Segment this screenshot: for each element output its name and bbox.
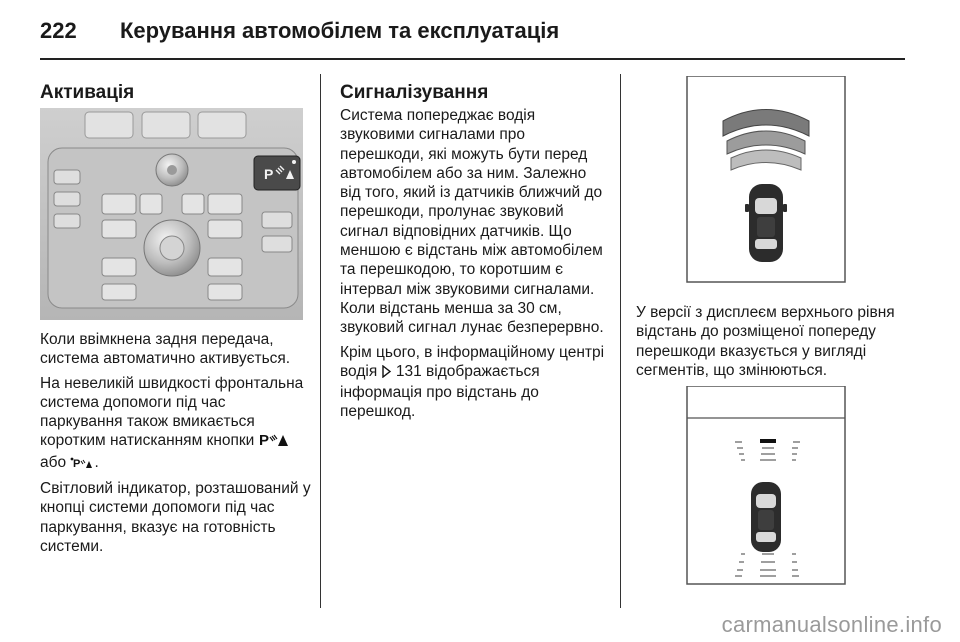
page-number: 222	[40, 18, 77, 43]
paragraph-activation-low-speed: На невеликій швидкості фронтальна система допомоги під час паркування також вмикається коротким натисканням кнопки P або P .	[40, 374, 312, 474]
paragraph-activation-low-speed-text: На невеликій швидкості фронтальна система допомоги під час паркування також вмикається коротким натисканням кнопки	[40, 374, 304, 450]
paragraph-indicator-light: Світловий індикатор, розташований у кнопці системи допомоги під час паркування, вказує на готовність системи.	[40, 480, 311, 555]
left-column-text	[40, 330, 312, 561]
page-header	[40, 12, 920, 52]
column-divider-right	[620, 74, 621, 608]
paragraph-display-caption: У версії з дисплеєм верхнього рівня відстань до розміщеної попереду перешкоди вказується у вигляді сегментів, що змінюються.	[636, 304, 895, 379]
display-segments-figure	[636, 76, 901, 286]
chapter-title: Керування автомобілем та експлуатація	[120, 18, 560, 43]
paragraph-activation-or: або	[40, 453, 67, 471]
console-photo	[40, 108, 303, 320]
paragraph-activation-reverse: Коли ввімкнена задня передача, система автоматично активується.	[40, 331, 291, 368]
left-column	[40, 82, 312, 110]
park-assist-p-icon	[259, 432, 289, 452]
park-assist-small-icon	[70, 455, 94, 474]
middle-column	[340, 82, 608, 427]
section-heading-activation: Активація	[40, 82, 135, 103]
cross-reference-arrow-icon	[382, 364, 392, 383]
svg-text:P: P	[73, 457, 81, 469]
display-sensor-figure	[636, 386, 901, 586]
section-heading-signaling: Сигналізування	[340, 82, 489, 103]
header-rule	[40, 58, 905, 60]
paragraph-driver-info-center: Крім цього, в інформаційному центрі водія 131 відображається інформація про відстань до перешкод.	[340, 343, 605, 421]
svg-text:P: P	[258, 432, 269, 448]
right-column-text	[636, 303, 908, 385]
svg-text:P: P	[264, 166, 274, 182]
column-divider-left	[320, 74, 321, 608]
center-console-illustration	[40, 108, 303, 320]
watermark: carmanualsonline.info	[721, 612, 942, 637]
paragraph-signaling: Система попереджає водія звуковими сигналами про перешкоди, які можуть бути перед автомобілем або за ним. Залежно від того, який із датчиків ближчий до перешкоди, пролунає звуковий сигнал відповідних датчиків. Що меншою є відстань між автомобілем та перешкодою, то коротшим є інтервал між звуковими сигналами. Коли відстань менша за 30 см, звуковий сигнал лунає безперервно.	[340, 107, 604, 337]
